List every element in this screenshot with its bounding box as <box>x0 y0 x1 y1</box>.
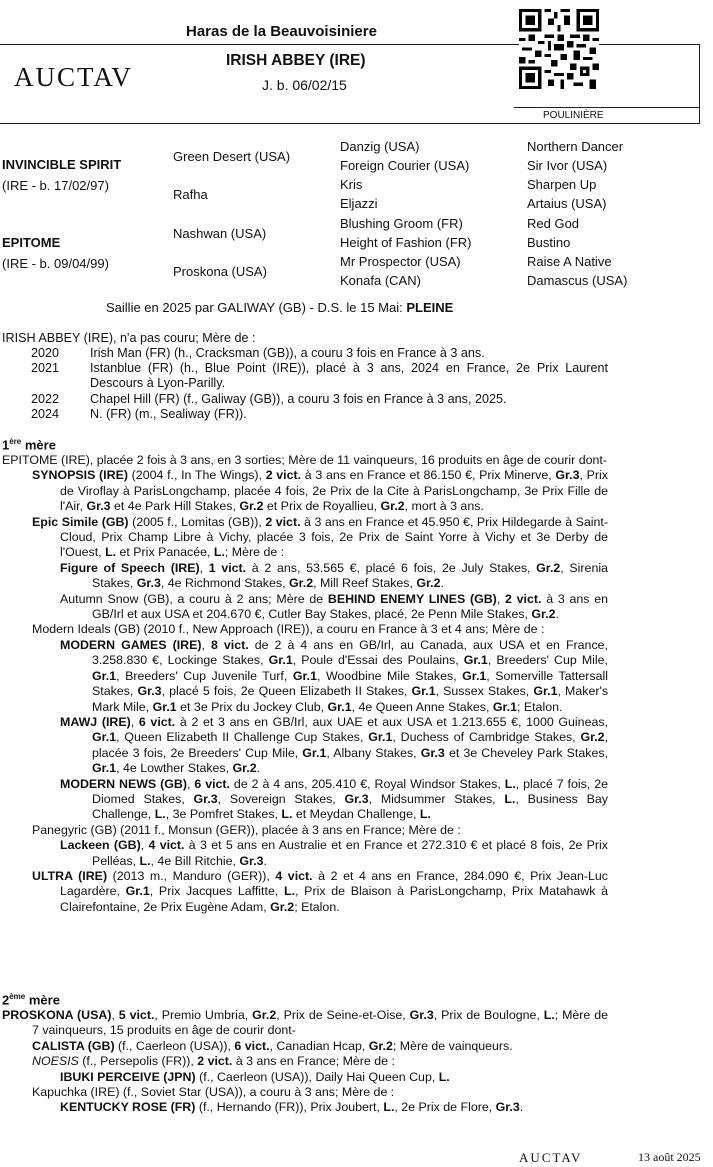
gen2-entry: Proskona (USA) <box>173 264 267 279</box>
dam-info: (IRE - b. 09/04/99) <box>2 256 109 271</box>
gen3-entry: Blushing Groom (FR) <box>340 216 463 231</box>
horse-name: IRISH ABBEY (IRE) <box>226 52 366 69</box>
gen2-entry: Rafha <box>173 187 208 202</box>
gen3-entry: Danzig (USA) <box>340 139 420 154</box>
gen3-entry: Foreign Courier (USA) <box>340 158 470 173</box>
gen3-entry: Kris <box>340 177 363 192</box>
gen2-entry: Nashwan (USA) <box>173 226 267 241</box>
auctav-logo: AUCTAV <box>14 62 133 92</box>
produce-paragraph: Kapuchka (IRE) (f., Soviet Star (USA)), a couru à 3 ans; Mère de : <box>32 1085 395 1100</box>
produce-text: Irish Man (FR) (h., Cracksman (GB)), a couru 3 fois en France à 3 ans. <box>90 346 485 360</box>
horse-birth: J. b. 06/02/15 <box>262 77 347 93</box>
produce-text: N. (FR) (m., Sealiway (FR)). <box>90 407 247 421</box>
saillie-status: PLEINE <box>406 300 454 315</box>
gen3-entry: Konafa (CAN) <box>340 273 421 288</box>
produce-year: 2021 <box>31 361 60 375</box>
qr-code-icon <box>519 9 599 89</box>
section-first-dam: 1ère mère <box>2 437 56 453</box>
gen3-entry: Eljazzi <box>340 196 378 211</box>
produce-paragraph: Figure of Speech (IRE), 1 vict. à 2 ans, 53.565 €, placé 6 fois, 2e July Stakes, Gr.2, Sirenia Stakes, Gr.3, 4e Richmond Stakes, Gr.2, Mill Reef Stakes, Gr.2. <box>60 560 608 591</box>
saillie-line <box>106 300 453 315</box>
footer-logo: AUCTAV <box>519 1150 583 1165</box>
gen4-entry: Red God <box>527 216 580 231</box>
stud-name: Haras de la Beauvoisiniere <box>186 23 377 40</box>
gen4-entry: Bustino <box>527 235 571 250</box>
gen4-entry: Damascus (USA) <box>527 273 628 288</box>
produce-paragraph: SYNOPSIS (IRE) (2004 f., In The Wings), 2 vict. à 3 ans en France et 86.150 €, Prix Minerve, Gr.3, Prix de Viroflay à ParisLongchamp, placée 4 fois, 2e Prix de la Cite à ParisLongchamp, 3e Prix Fille de l'Air, Gr.3 et 4e Park Hill Stakes, Gr.2 et Prix de Royallieu, Gr.2, mort à 3 ans. <box>32 468 608 514</box>
produce-intro: IRISH ABBEY (IRE), n'a pas couru; Mère de : <box>2 331 256 345</box>
category-label: POULINIÈRE <box>543 110 604 121</box>
produce-paragraph: CALISTA (GB) (f., Caerleon (USA)), 6 vict., Canadian Hcap, Gr.2; Mère de vainqueurs. <box>32 1038 513 1053</box>
dam-paragraph: PROSKONA (USA), 5 vict., Premio Umbria, Gr.2, Prix de Seine-et-Oise, Gr.3, Prix de Boulogne, L.; Mère de 7 vainqueurs, 15 produits en âge de courir dont- <box>2 1008 609 1038</box>
sire-info: (IRE - b. 17/02/97) <box>2 178 109 193</box>
produce-paragraph: Autumn Snow (GB), a couru à 2 ans; Mère de BEHIND ENEMY LINES (GB), 2 vict. à 3 ans en GB/Irl et aux USA et 204.670 €, Cutler Bay Stakes, placé, 2e Penn Mile Stakes, Gr.2. <box>60 591 608 622</box>
gen4-entry: Northern Dancer <box>527 139 624 154</box>
produce-year: 2020 <box>31 346 60 360</box>
dam-paragraph: EPITOME (IRE), placée 2 fois à 3 ans, en 3 sorties; Mère de 11 vainqueurs, 16 produits en âge de courir dont- <box>2 453 607 467</box>
produce-paragraph: ULTRA (IRE) (2013 m., Manduro (GER)), 4 vict. à 2 et 4 ans en France, 284.090 €, Prix Jean-Luc Lagardère, Gr.1, Prix Jacques Laffitte, L., Prix de Blaison à ParisLongchamp, Prix Matahawk à Clairefontaine, 2e Prix Eugène Adam, Gr.2; Etalon. <box>32 868 608 914</box>
footer-date: 13 août 2025 <box>638 1150 701 1164</box>
gen4-entry: Artaius (USA) <box>527 196 607 211</box>
produce-paragraph: MAWJ (IRE), 6 vict. à 2 et 3 ans en GB/Irl, aux UAE et aux USA et 1.213.655 €, 1000 Guineas, Gr.1, Queen Elizabeth II Challenge Cup Stakes, Gr.1, Duchess of Cambridge Stakes, Gr.2, placée 3 fois, 2e Breeders' Cup Mile, Gr.1, Albany Stakes, Gr.3 et 3e Cheveley Park Stakes, Gr.1, 4e Lowther Stakes, Gr.2. <box>60 714 609 776</box>
section-second-dam: 2ème mère <box>2 992 60 1008</box>
produce-paragraph: NOESIS (f., Persepolis (FR)), 2 vict. à 3 ans en France; Mère de : <box>32 1054 395 1069</box>
produce-year: 2024 <box>31 407 60 421</box>
produce-paragraph: MODERN GAMES (IRE), 8 vict. de 2 à 4 ans en GB/Irl, au Canada, aux USA et en France, 3.258.830 €, Lockinge Stakes, Gr.1, Poule d'Essai des Poulains, Gr.1, Breeders' Cup Mile, Gr.1, Breeders' Cup Juvenile Turf, Gr.1, Woodbine Mile Stakes, Gr.1, Somerville Tattersall Stakes, Gr.3, placé 5 fois, 2e Queen Elizabeth II Stakes, Gr.1, Sussex Stakes, Gr.1, Maker's Mark Mile, Gr.1 et 3e Prix du Jockey Club, Gr.1, 4e Queen Anne Stakes, Gr.1; Etalon. <box>60 637 609 714</box>
produce-text: Chapel Hill (FR) (f., Galiway (GB)), a couru 3 fois en France à 3 ans, 2025. <box>90 392 507 406</box>
sire-name: INVINCIBLE SPIRIT <box>2 157 122 172</box>
produce-paragraph: Panegyric (GB) (2011 f., Monsun (GER)), placée à 3 ans en France; Mère de : <box>32 822 461 837</box>
gen3-entry: Height of Fashion (FR) <box>340 235 472 250</box>
gen4-entry: Sharpen Up <box>527 177 597 192</box>
produce-paragraph: Epic Simile (GB) (2005 f., Lomitas (GB)), 2 vict. à 3 ans en France et 45.950 €, Prix Hildegarde à Saint-Cloud, Prix Champ Libre à Vichy, placée 3 fois, 2e Prix de Saint Yorre à Vichy et 3e Derby de l'Ouest, L. et Prix Panacée, L.; Mère de : <box>32 514 609 560</box>
gen4-entry: Raise A Native <box>527 254 612 269</box>
produce-paragraph: KENTUCKY ROSE (FR) (f., Hernando (FR)), Prix Joubert, L., 2e Prix de Flore, Gr.3. <box>60 1100 524 1115</box>
dam-name: EPITOME <box>2 235 61 250</box>
header-divider <box>514 107 700 108</box>
produce-paragraph: MODERN NEWS (GB), 6 vict. de 2 à 4 ans, 205.410 €, Royal Windsor Stakes, L., placé 7 fois, 2e Diomed Stakes, Gr.3, Sovereign Stakes, Gr.3, Midsummer Stakes, L., Business Bay Challenge, L., 3e Pomfret Stakes, L. et Meydan Challenge, L. <box>60 776 608 822</box>
produce-paragraph: IBUKI PERCEIVE (JPN) (f., Caerleon (USA)), Daily Hai Queen Cup, L. <box>60 1069 450 1084</box>
gen4-entry: Sir Ivor (USA) <box>527 158 608 173</box>
produce-paragraph: Lackeen (GB), 4 vict. à 3 et 5 ans en Australie et en France et 272.310 € et placé 8 fois, 2e Prix Pelléas, L., 4e Bill Ritchie, Gr.3. <box>60 838 608 868</box>
produce-year: 2022 <box>31 392 60 406</box>
gen2-entry: Green Desert (USA) <box>173 149 291 164</box>
produce-text: Istanblue (FR) (h., Blue Point (IRE)), placé à 3 ans, 2024 en France, 2e Prix Laurent Descours à Lyon-Parilly. <box>90 361 608 390</box>
gen3-entry: Mr Prospector (USA) <box>340 254 461 269</box>
second-dam-body <box>2 1008 608 1116</box>
saillie-text: Saillie en 2025 par GALIWAY (GB) - D.S. le 15 Mai: <box>106 300 407 315</box>
first-dam-body <box>2 453 608 915</box>
produce-paragraph: Modern Ideals (GB) (2010 f., New Approach (IRE)), a couru en France à 3 et 4 ans; Mère de : <box>32 622 545 637</box>
